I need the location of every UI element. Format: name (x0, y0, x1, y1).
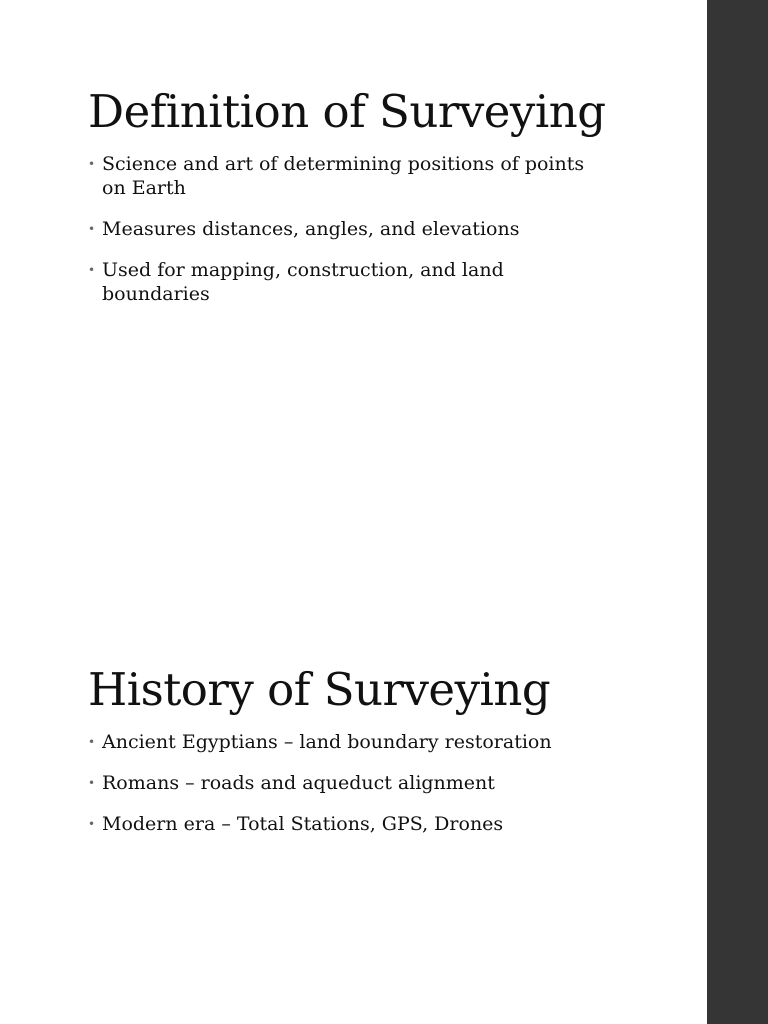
bullet-item (88, 152, 612, 200)
bullet-text: Measures distances, angles, and elevations (102, 218, 520, 240)
bullet-item (88, 730, 612, 754)
bullet-text: Ancient Egyptians – land boundary restoration (102, 731, 552, 753)
bullet-item (88, 812, 612, 836)
bullet-icon: • (88, 263, 96, 277)
bullet-list (88, 152, 628, 306)
bullet-icon: • (88, 157, 96, 171)
bullet-item (88, 258, 612, 306)
bullet-icon: • (88, 735, 96, 749)
bullet-text: Romans – roads and aqueduct alignment (102, 772, 495, 794)
slide-title: Definition of Surveying (88, 85, 606, 138)
bullet-list (88, 730, 628, 836)
bullet-item (88, 217, 612, 241)
bullet-text: Science and art of determining positions of points on Earth (102, 153, 585, 199)
slide-definition (88, 84, 628, 323)
bullet-item (88, 771, 612, 795)
slide-history (88, 662, 628, 853)
bullet-icon: • (88, 776, 96, 790)
right-sidebar-bar (707, 0, 768, 1024)
slide-title: History of Surveying (88, 663, 551, 716)
bullet-icon: • (88, 817, 96, 831)
bullet-icon: • (88, 222, 96, 236)
bullet-text: Used for mapping, construction, and land boundaries (102, 259, 504, 305)
bullet-text: Modern era – Total Stations, GPS, Drones (102, 813, 504, 835)
